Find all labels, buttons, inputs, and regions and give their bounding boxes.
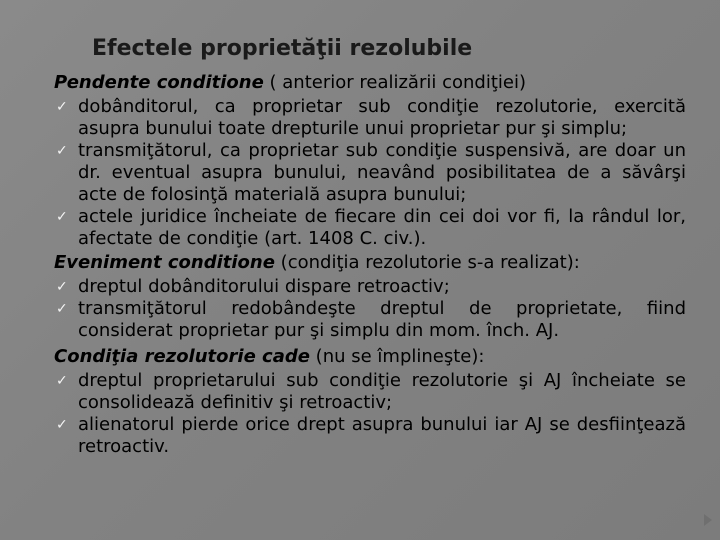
list-item <box>54 298 686 342</box>
section-heading <box>54 346 686 368</box>
list-item <box>54 370 686 414</box>
list-item <box>54 140 686 206</box>
list-item-text: actele juridice încheiate de fiecare din cei doi vor fi, la rândul lor, afectate de condiţie (art. 1408 C. civ.). <box>78 206 686 249</box>
check-icon: ✓ <box>56 99 68 115</box>
check-icon: ✓ <box>56 373 68 389</box>
check-icon: ✓ <box>56 279 68 295</box>
heading-emphasis: Eveniment conditione <box>54 252 275 273</box>
heading-emphasis: Pendente conditione <box>54 72 264 93</box>
heading-rest: (nu se împlineşte): <box>309 346 485 367</box>
slide-title: Efectele proprietăţii rezolubile <box>92 36 473 61</box>
check-icon: ✓ <box>56 209 68 225</box>
section-eveniment <box>54 252 686 342</box>
bullet-list <box>54 276 686 342</box>
list-item-text: transmiţătorul redobândeşte dreptul de proprietate, fiind considerat proprietar pur şi simplu din mom. înch. AJ. <box>78 298 686 341</box>
list-item <box>54 96 686 140</box>
list-item-text: dreptul dobânditorului dispare retroactiv; <box>78 276 450 297</box>
section-heading <box>54 252 686 274</box>
heading-emphasis: Condiţia rezolutorie cade <box>54 346 310 367</box>
list-item <box>54 414 686 458</box>
check-icon: ✓ <box>56 301 68 317</box>
section-pendente <box>54 72 686 250</box>
slide-content <box>54 72 686 460</box>
section-heading <box>54 72 686 94</box>
check-icon: ✓ <box>56 143 68 159</box>
check-icon: ✓ <box>56 417 68 433</box>
section-conditia-cade <box>54 346 686 458</box>
next-arrow-icon <box>704 514 712 526</box>
heading-rest: ( anterior realizării condiţiei) <box>263 72 526 93</box>
list-item-text: alienatorul pierde orice drept asupra bunului iar AJ se desfiinţează retroactiv. <box>78 414 686 457</box>
list-item <box>54 206 686 250</box>
bullet-list <box>54 370 686 458</box>
list-item-text: dobânditorul, ca proprietar sub condiţie rezolutorie, exercită asupra bunului toate drepturile unui proprietar pur şi simplu; <box>78 96 686 139</box>
bullet-list <box>54 96 686 250</box>
list-item-text: transmiţătorul, ca proprietar sub condiţie suspensivă, are doar un dr. eventual asupra bunului, neavând posibilitatea de a săvârşi acte de folosinţă materială asupra bunului; <box>78 140 686 205</box>
list-item-text: dreptul proprietarului sub condiţie rezolutorie şi AJ încheiate se consolidează definitiv şi retroactiv; <box>78 370 686 413</box>
list-item <box>54 276 686 298</box>
heading-rest: (condiţia rezolutorie s-a realizat): <box>274 252 580 273</box>
